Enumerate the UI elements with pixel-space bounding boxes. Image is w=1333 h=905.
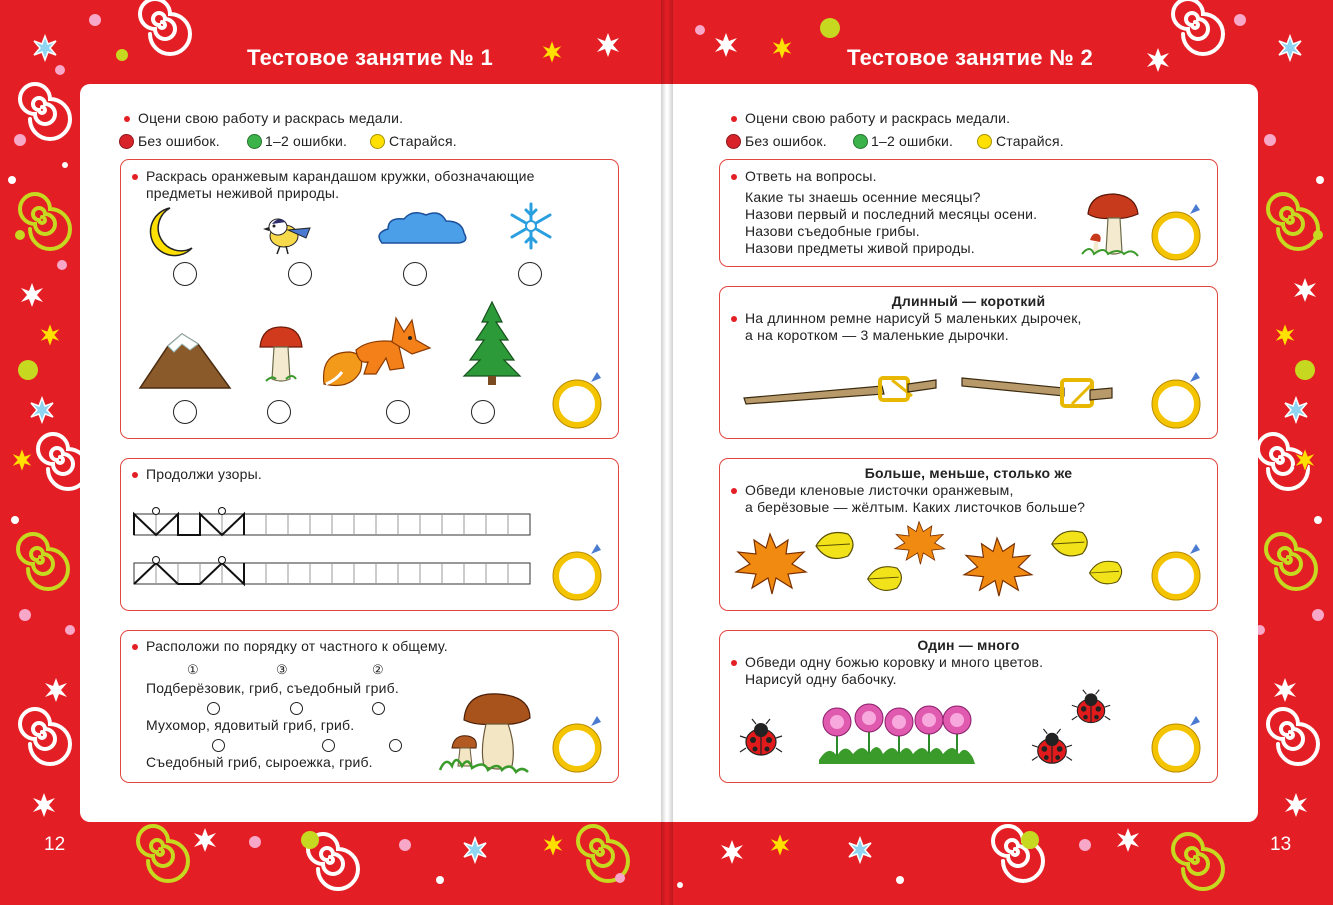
birch-leaf-icon[interactable] (1086, 556, 1126, 590)
task-leaves-heading: Больше, меньше, столько же (864, 465, 1073, 481)
task-ladybugs-line2: Нарисуй одну бабочку. (745, 671, 897, 687)
task-nature-line2: предметы неживой природы. (146, 185, 340, 201)
task-leaves-line2: а берёзовые — жёлтым. Каких листочков больше? (745, 499, 1086, 515)
medal-green-icon (853, 134, 868, 149)
medal-ring-icon[interactable] (1150, 200, 1206, 262)
bullet-icon (731, 116, 737, 122)
answer-circle[interactable] (173, 400, 197, 424)
legend-label-try: Старайся. (389, 133, 457, 149)
medal-ring-icon[interactable] (1150, 540, 1206, 602)
bullet-icon (731, 488, 737, 494)
medal-ring-icon[interactable] (551, 712, 607, 774)
intro-text-left: Оцени свою работу и раскрась медали. (138, 110, 404, 126)
order-number-3: ③ (276, 662, 288, 677)
birch-leaf-icon[interactable] (864, 562, 906, 596)
flowers-icon[interactable] (815, 700, 977, 764)
pattern-grid[interactable] (132, 506, 534, 586)
snowflake-icon (505, 200, 557, 252)
task-ladybugs-line1: Обведи одну божью коровку и много цветов. (745, 654, 1044, 670)
page-number-left: 12 (44, 834, 66, 855)
question-3: Назови съедобные грибы. (745, 223, 920, 239)
answer-circle[interactable] (471, 400, 495, 424)
question-1: Какие ты знаешь осенние месяцы? (745, 189, 981, 205)
task-belts-heading: Длинный — короткий (891, 293, 1046, 309)
book-gutter (661, 0, 673, 905)
question-2: Назови первый и последний месяцы осени. (745, 206, 1038, 222)
bullet-icon (132, 644, 138, 650)
page-number-right: 13 (1270, 834, 1292, 855)
task-nature-line1: Раскрась оранжевым карандашом кружки, обозначающие (146, 168, 535, 184)
spiral-icon (140, 0, 190, 54)
intro-text-right: Оцени свою работу и раскрась медали. (745, 110, 1011, 126)
legend-label-few-errors: 1–2 ошибки. (871, 133, 954, 149)
medal-ring-icon[interactable] (1150, 368, 1206, 430)
answer-circle[interactable] (288, 262, 312, 286)
answer-circle[interactable] (403, 262, 427, 286)
order-number-1: ① (187, 662, 199, 677)
task-ladybugs-heading: Один — много (917, 637, 1020, 653)
porcini-mushroom-icon (438, 690, 534, 772)
short-belt-icon[interactable] (960, 374, 1116, 414)
task-patterns-text: Продолжи узоры. (146, 466, 263, 482)
long-belt-icon[interactable] (742, 372, 938, 406)
bird-icon (258, 212, 316, 256)
task-questions-text: Ответь на вопросы. (745, 168, 877, 184)
page-title-left: Тестовое занятие № 1 (247, 45, 493, 70)
answer-circle[interactable] (386, 400, 410, 424)
task-belts-line1: На длинном ремне нарисуй 5 маленьких дырочек, (745, 310, 1082, 326)
medal-ring-icon[interactable] (551, 540, 607, 602)
order-circle[interactable] (389, 739, 402, 752)
mushroom-icon (1080, 192, 1140, 258)
medal-yellow-icon (977, 134, 992, 149)
fox-icon (320, 312, 432, 394)
answer-circle[interactable] (267, 400, 291, 424)
question-4: Назови предметы живой природы. (745, 240, 975, 256)
bullet-icon (132, 174, 138, 180)
ordering-row-3: Съедобный гриб, сыроежка, гриб. (146, 754, 373, 770)
birch-leaf-icon[interactable] (812, 528, 858, 564)
ladybug-icon[interactable] (1070, 688, 1112, 728)
bullet-icon (731, 660, 737, 666)
bullet-icon (124, 116, 130, 122)
page-title-right: Тестовое занятие № 2 (847, 45, 1093, 70)
ordering-row-1: Подберёзовик, гриб, съедобный гриб. (146, 680, 399, 696)
medal-yellow-icon (370, 134, 385, 149)
order-circle[interactable] (207, 702, 220, 715)
legend-label-try: Старайся. (996, 133, 1064, 149)
fir-tree-icon (462, 300, 522, 386)
task-ordering-text: Расположи по порядку от частного к общему. (146, 638, 448, 654)
ordering-row-2: Мухомор, ядовитый гриб, гриб. (146, 717, 355, 733)
order-circle[interactable] (212, 739, 225, 752)
task-leaves-line1: Обведи кленовые листочки оранжевым, (745, 482, 1014, 498)
bullet-icon (731, 316, 737, 322)
order-circle[interactable] (322, 739, 335, 752)
mountain-icon (138, 330, 232, 390)
task-belts-line2: а на коротком — 3 маленькие дырочки. (745, 327, 1009, 343)
answer-circle[interactable] (518, 262, 542, 286)
answer-circle[interactable] (173, 262, 197, 286)
medal-red-icon (119, 134, 134, 149)
medal-ring-icon[interactable] (551, 368, 607, 430)
medal-green-icon (247, 134, 262, 149)
ladybug-icon[interactable] (1030, 728, 1074, 768)
cloud-icon (374, 209, 470, 249)
order-circle[interactable] (290, 702, 303, 715)
order-circle[interactable] (372, 702, 385, 715)
legend-label-few-errors: 1–2 ошибки. (265, 133, 348, 149)
maple-leaf-icon[interactable] (892, 520, 946, 566)
moon-icon (148, 206, 194, 258)
medal-ring-icon[interactable] (1150, 712, 1206, 774)
bullet-icon (132, 472, 138, 478)
order-number-2: ② (372, 662, 384, 677)
mushroom-icon (258, 325, 304, 383)
maple-leaf-icon[interactable] (960, 536, 1034, 598)
medal-red-icon (726, 134, 741, 149)
legend-label-no-errors: Без ошибок. (138, 133, 220, 149)
maple-leaf-icon[interactable] (732, 532, 808, 596)
legend-label-no-errors: Без ошибок. (745, 133, 827, 149)
bullet-icon (731, 174, 737, 180)
ladybug-icon[interactable] (738, 718, 784, 760)
